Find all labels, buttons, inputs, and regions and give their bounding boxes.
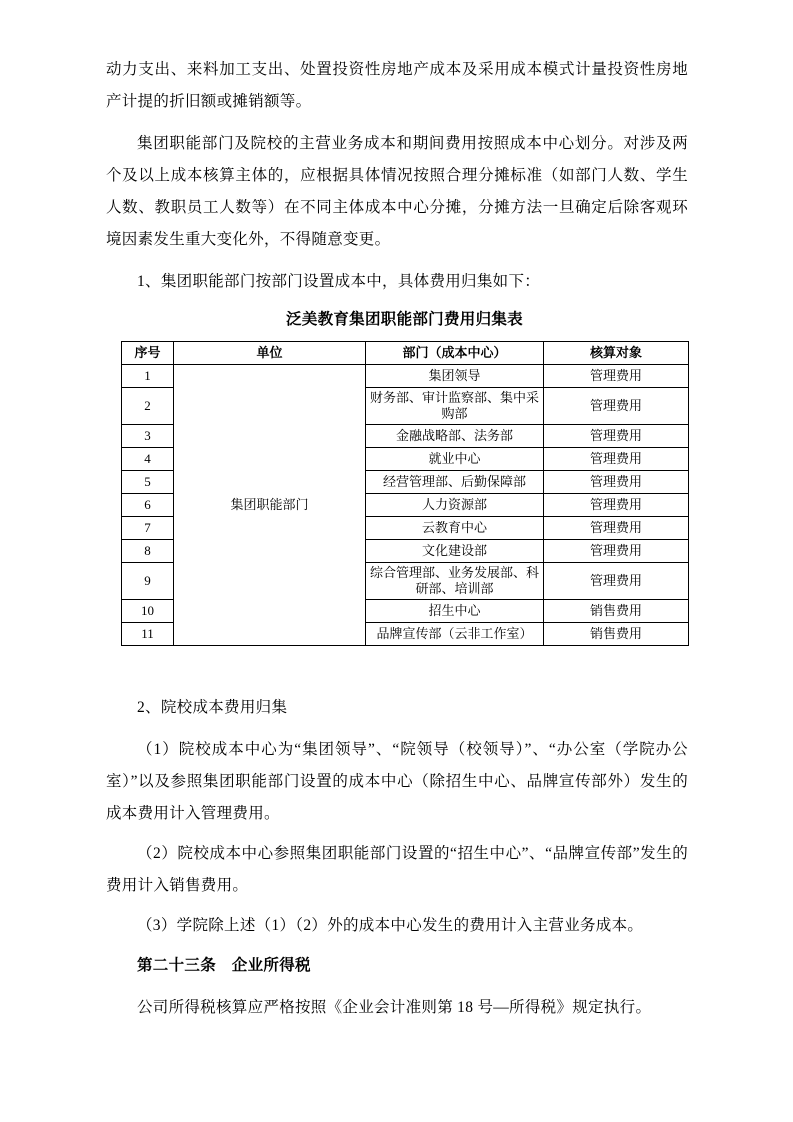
cell-object: 管理费用: [544, 425, 689, 448]
cell-department: 综合管理部、业务发展部、科研部、培训部: [366, 563, 544, 600]
cell-department: 人力资源部: [366, 494, 544, 517]
cell-object: 管理费用: [544, 494, 689, 517]
document-content: [106, 54, 688, 1034]
cell-unit-merged: 集团职能部门: [174, 365, 366, 646]
cell-department: 经营管理部、后勤保障部: [366, 471, 544, 494]
paragraph-sub-2-sales-expense: （2）院校成本中心参照集团职能部门设置的“招生中心”、“品牌宣传部”发生的费用计入销售费用。: [106, 845, 688, 894]
cell-serial: 8: [122, 540, 174, 563]
cell-serial: 4: [122, 448, 174, 471]
article-23-heading: 第二十三条 企业所得税: [137, 957, 311, 974]
header-serial-number: 序号: [122, 342, 174, 365]
cell-department: 集团领导: [366, 365, 544, 388]
cell-object: 管理费用: [544, 388, 689, 425]
cell-department: 就业中心: [366, 448, 544, 471]
cell-department: 招生中心: [366, 600, 544, 623]
paragraph-sub-1-management-expense: （1）院校成本中心为“集团领导”、“院领导（校领导）”、“办公室（学院办公室）”以及参照集团职能部门设置的成本中心（除招生中心、品牌宣传部外）发生的成本费用计入管理费用。: [106, 741, 688, 822]
cell-object: 销售费用: [544, 600, 689, 623]
cell-serial: 7: [122, 517, 174, 540]
paragraph-item-1-intro: 1、集团职能部门按部门设置成本中，具体费用归集如下：: [137, 273, 541, 290]
cell-object: 管理费用: [544, 563, 689, 600]
cell-serial: 6: [122, 494, 174, 517]
cell-department: 金融战略部、法务部: [366, 425, 544, 448]
cell-object: 管理费用: [544, 517, 689, 540]
cell-department: 财务部、审计监察部、集中采购部: [366, 388, 544, 425]
header-unit: 单位: [174, 342, 366, 365]
paragraph-item-2-title: 2、院校成本费用归集: [137, 699, 288, 716]
cell-department: 云教育中心: [366, 517, 544, 540]
header-department-cost-center: 部门（成本中心）: [366, 342, 544, 365]
cell-object: 管理费用: [544, 471, 689, 494]
cell-serial: 10: [122, 600, 174, 623]
table-header-row: [122, 342, 689, 365]
cell-serial: 9: [122, 563, 174, 600]
cell-serial: 2: [122, 388, 174, 425]
cell-object: 管理费用: [544, 365, 689, 388]
table-title: 泛美教育集团职能部门费用归集表: [285, 311, 523, 328]
cell-department: 文化建设部: [366, 540, 544, 563]
cell-object: 销售费用: [544, 623, 689, 646]
header-accounting-object: 核算对象: [544, 342, 689, 365]
cell-object: 管理费用: [544, 448, 689, 471]
cell-serial: 3: [122, 425, 174, 448]
cell-serial: 1: [122, 365, 174, 388]
paragraph-cost-items-continuation: 动力支出、来料加工支出、处置投资性房地产成本及采用成本模式计量投资性房地产计提的折旧额或摊销额等。: [106, 61, 688, 110]
cell-object: 管理费用: [544, 540, 689, 563]
table-row: [122, 365, 689, 388]
cell-serial: 11: [122, 623, 174, 646]
paragraph-sub-3-main-business-cost: （3）学院除上述（1）（2）外的成本中心发生的费用计入主营业务成本。: [137, 917, 644, 934]
cell-department: 品牌宣传部（云非工作室）: [366, 623, 544, 646]
paragraph-cost-center-division: 集团职能部门及院校的主营业务成本和期间费用按照成本中心划分。对涉及两个及以上成本核算主体的，应根据具体情况按照合理分摊标准（如部门人数、学生人数、教职员工人数等）在不同主体成本中心分摊，分摊方法一旦确定后除客观环境因素发生重大变化外，不得随意变更。: [106, 135, 688, 248]
paragraph-income-tax: 公司所得税核算应严格按照《企业会计准则第 18 号—所得税》规定执行。: [137, 999, 652, 1016]
cell-serial: 5: [122, 471, 174, 494]
expense-allocation-table: [121, 341, 689, 646]
